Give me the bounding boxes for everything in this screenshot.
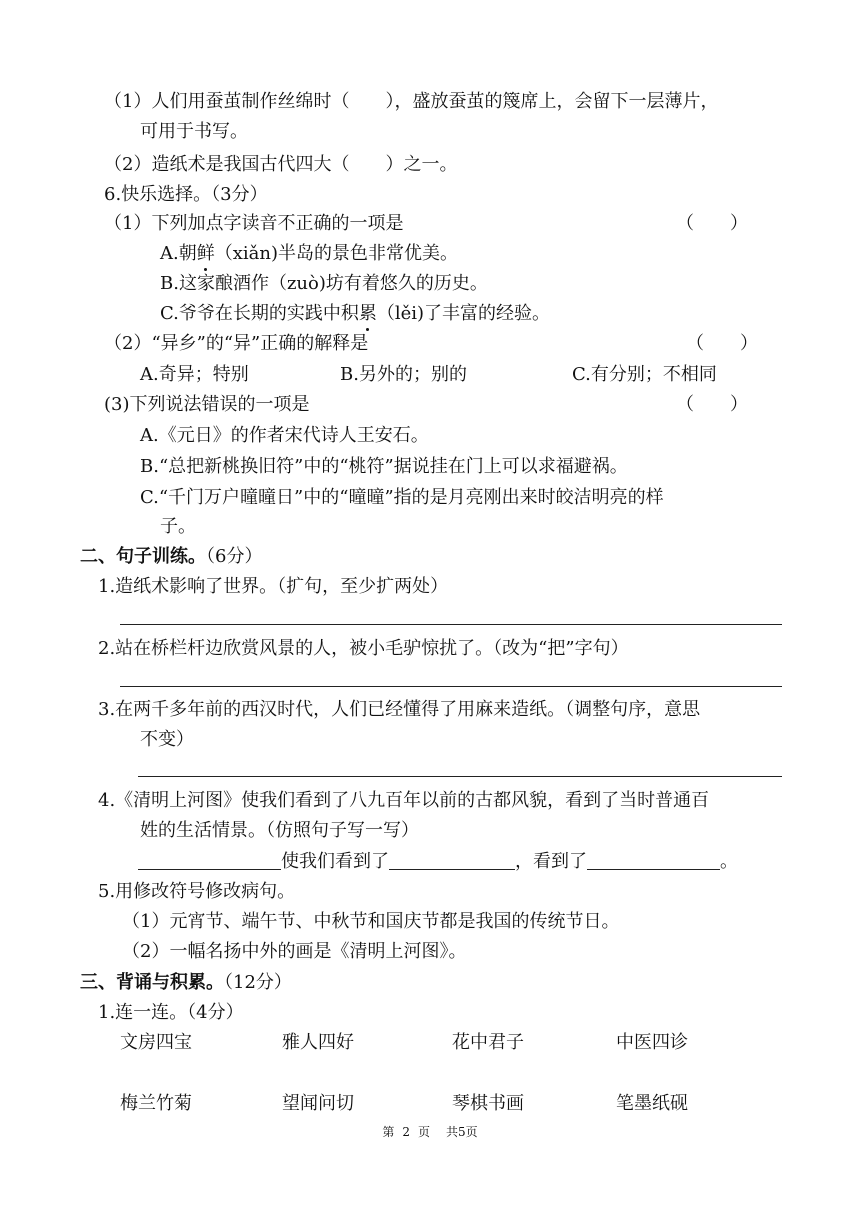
q6-s2-option-c: C.有分别；不相同 bbox=[572, 364, 717, 385]
sec2-q4-line2: 姓的生活情景。（仿照句子写一写） bbox=[140, 820, 419, 841]
emphasis-dot-char: 累 bbox=[358, 303, 377, 324]
emphasis-dot-char: 鲜 bbox=[196, 243, 215, 264]
sec2-q2-answer-line[interactable] bbox=[120, 686, 782, 687]
match-item-bottom[interactable]: 琴棋书画 bbox=[452, 1093, 524, 1114]
q6-s2-answer-paren[interactable]: （ ） bbox=[686, 333, 758, 354]
page-number: 2 bbox=[402, 1125, 410, 1139]
section2-heading: 二、句子训练。（6分） bbox=[80, 546, 263, 567]
match-item-top[interactable]: 雅人四好 bbox=[282, 1032, 354, 1053]
match-item-top[interactable]: 中医四诊 bbox=[616, 1032, 688, 1053]
sec2-q3-line1: 3.在两千多年前的西汉时代，人们已经懂得了用麻来造纸。（调整句序，意思 bbox=[98, 699, 701, 720]
sec2-q4-line1: 4.《清明上河图》使我们看到了八九百年以前的古都风貌，看到了当时普通百 bbox=[98, 790, 710, 811]
q6-s3-option-b: B.“总把新桃换旧符”中的“桃符”据说挂在门上可以求福避祸。 bbox=[140, 456, 628, 477]
match-item-bottom[interactable]: 笔墨纸砚 bbox=[616, 1093, 688, 1114]
fill-blank[interactable] bbox=[587, 851, 720, 870]
sec2-q2: 2.站在桥栏杆边欣赏风景的人，被小毛驴惊扰了。（改为“把”字句） bbox=[98, 638, 629, 659]
q6-s2-option-a: A.奇异；特别 bbox=[140, 364, 249, 385]
q6-s1-stem: （1）下列加点字读音不正确的一项是 bbox=[104, 213, 404, 234]
q6-s1-option-b: B.这家酿酒作（zuò)坊有着悠久的历史。 bbox=[160, 273, 488, 294]
q6-s1-option-a: A.朝鲜（xiǎn)半岛的景色非常优美。 bbox=[160, 243, 458, 264]
match-item-bottom[interactable]: 望闻问切 bbox=[282, 1093, 354, 1114]
q6-s3-option-a: A.《元日》的作者宋代诗人王安石。 bbox=[140, 425, 429, 446]
q6-s2-option-b: B.另外的；别的 bbox=[340, 364, 467, 385]
page-total: 共5页 bbox=[446, 1125, 478, 1139]
sec2-q4-fill-line: 使我们看到了 ，看到了 。 bbox=[138, 850, 738, 874]
sec2-q5-sentence-1: （1）元宵节、端午节、中秋节和国庆节都是我国的传统节日。 bbox=[122, 911, 620, 932]
q5-item2: （2）造纸术是我国古代四大（ ）之一。 bbox=[104, 154, 458, 175]
q6-s2-stem: （2）“异乡”的“异”正确的解释是 bbox=[104, 333, 369, 354]
sec2-q3-answer-line[interactable] bbox=[138, 776, 782, 777]
fill-blank[interactable] bbox=[138, 851, 281, 870]
section3-heading: 三、背诵与积累。（12分） bbox=[80, 972, 292, 993]
fill-blank[interactable] bbox=[389, 851, 515, 870]
sec3-q1: 1.连一连。（4分） bbox=[98, 1002, 244, 1023]
sec2-q3-line2: 不变） bbox=[140, 729, 194, 750]
page-footer: 第 2 页 共5页 bbox=[382, 1125, 478, 1139]
sec2-q1: 1.造纸术影响了世界。（扩句，至少扩两处） bbox=[98, 576, 449, 597]
sec2-q5-sentence-2: （2）一幅名扬中外的画是《清明上河图》。 bbox=[122, 941, 467, 962]
sec2-q1-answer-line[interactable] bbox=[120, 624, 782, 625]
q5-item1-line1: （1）人们用蚕茧制作丝绵时（ ），盛放蚕茧的篾席上，会留下一层薄片， bbox=[104, 91, 719, 112]
sec2-q5: 5.用修改符号修改病句。 bbox=[98, 881, 296, 902]
q6-s1-option-c: C.爷爷在长期的实践中积累（lěi)了丰富的经验。 bbox=[160, 303, 551, 324]
match-item-bottom[interactable]: 梅兰竹菊 bbox=[120, 1093, 192, 1114]
q6-s3-answer-paren[interactable]: （ ） bbox=[676, 394, 748, 415]
q5-item1-line2: 可用于书写。 bbox=[140, 121, 248, 142]
match-item-top[interactable]: 花中君子 bbox=[452, 1032, 524, 1053]
q6-s3-option-c-line2: 子。 bbox=[160, 516, 196, 537]
match-item-top[interactable]: 文房四宝 bbox=[120, 1032, 192, 1053]
q6-s3-option-c-line1: C.“千门万户曈曈日”中的“曈曈”指的是月亮刚出来时皎洁明亮的样 bbox=[140, 487, 664, 508]
q6-title: 6.快乐选择。（3分） bbox=[104, 184, 268, 205]
q6-s1-answer-paren[interactable]: （ ） bbox=[676, 213, 748, 234]
q6-s3-stem: (3)下列说法错误的一项是 bbox=[104, 394, 310, 415]
